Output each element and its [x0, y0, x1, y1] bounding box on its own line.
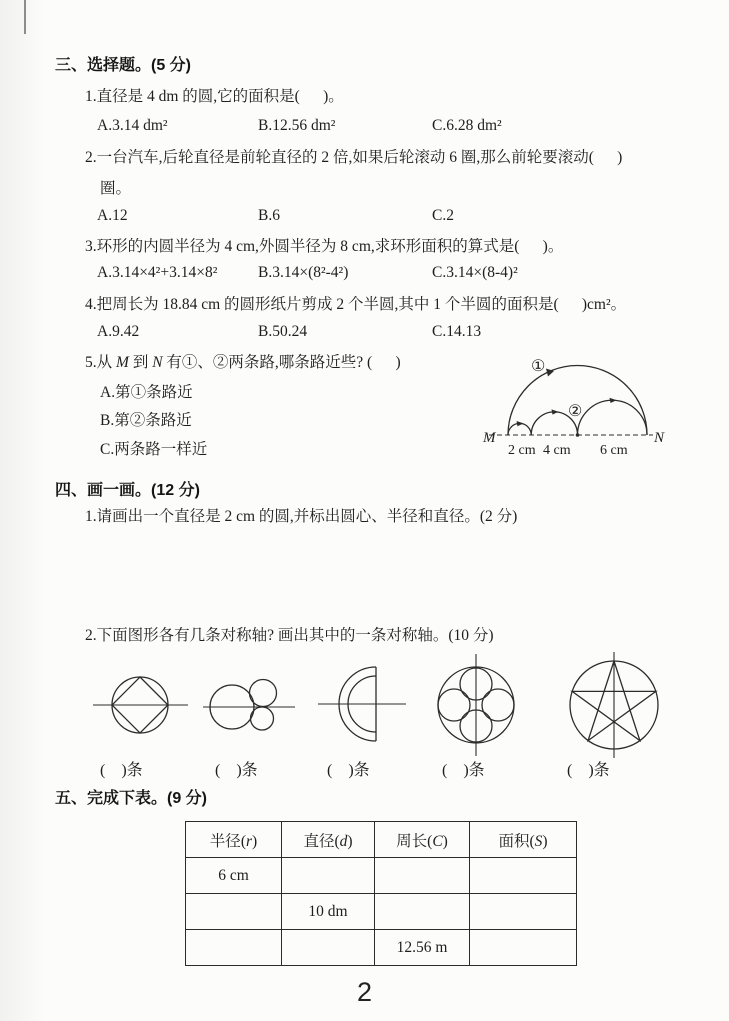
paren: ) [542, 832, 548, 850]
question-5-choice-c: C.两条路一样近 [100, 441, 208, 458]
option-a: A.3.14 dm² [97, 117, 168, 134]
cell-diameter: 10 dm [282, 894, 375, 930]
option-b: B.3.14×(8²-4²) [258, 264, 349, 281]
option-c: C.2 [432, 207, 454, 224]
arrow-arc-4cm [552, 409, 559, 414]
cell-radius: 6 cm [186, 858, 282, 894]
option-b: B.12.56 dm² [258, 117, 336, 134]
lower-small-circle [251, 707, 274, 730]
cell-circumference [375, 894, 470, 930]
cell-diameter [282, 858, 375, 894]
cell-area [470, 894, 577, 930]
header-label: 周长 [396, 832, 428, 850]
axis-count-blank: ( )条 [442, 762, 485, 779]
question-5-suffix: 有①、②两条路,哪条路近些? ( ) [162, 354, 401, 371]
question-2-options [97, 207, 697, 227]
cell-radius [186, 894, 282, 930]
question-3-options [97, 264, 697, 284]
figure-circle-with-inscribed-square [93, 663, 188, 748]
header-circumference [375, 822, 470, 858]
header-area [470, 822, 577, 858]
figure-quatrefoil-in-circle [428, 654, 528, 756]
paren: ( [240, 832, 246, 850]
header-var: d [339, 832, 348, 850]
header-var: r [245, 832, 253, 850]
dim-2cm: 2 cm [508, 443, 536, 458]
route-2-label: ② [568, 403, 583, 420]
option-c: C.3.14×(8-4)² [432, 264, 518, 281]
draw-circle-instruction: 1.请画出一个直径是 2 cm 的圆,并标出圆心、半径和直径。(2 分) [85, 508, 518, 525]
paren: ) [347, 832, 353, 850]
question-5-prefix: 5.从 [85, 354, 117, 371]
question-5-choice-a: A.第①条路近 [100, 384, 193, 401]
dim-4cm: 4 cm [543, 443, 571, 458]
cell-circumference [375, 858, 470, 894]
section-three-title: 三、选择题。(5 分) [55, 57, 192, 74]
header-diameter [282, 822, 375, 858]
option-b: B.50.24 [258, 323, 308, 340]
figure-pentagram-in-circle [556, 649, 674, 761]
option-a: A.3.14×4²+3.14×8² [97, 264, 218, 281]
header-var: C [432, 832, 443, 850]
dim-6cm: 6 cm [600, 443, 628, 458]
header-radius [186, 822, 282, 858]
section-four-title: 四、画一画。(12 分) [55, 482, 200, 499]
drawing-area [85, 532, 645, 620]
question-5-choice-b: B.第②条路近 [100, 412, 192, 429]
junction-dot [576, 433, 580, 437]
n-label: N [654, 430, 665, 446]
paren: ( [529, 832, 535, 850]
cell-area [470, 930, 577, 966]
petal-right [482, 689, 514, 721]
axis-count-blank: ( )条 [567, 762, 610, 779]
arrow-arc-6cm [610, 398, 617, 403]
paren: ) [442, 832, 448, 850]
option-c: C.14.13 [432, 323, 482, 340]
axis-count-row [0, 757, 729, 779]
upper-small-circle [250, 680, 277, 707]
cell-radius [186, 930, 282, 966]
page-number: 2 [356, 977, 373, 1007]
paren: ( [427, 832, 433, 850]
axis-count-blank: ( )条 [215, 762, 258, 779]
arrow-arc-2cm [517, 421, 524, 426]
figure-half-ring [310, 660, 410, 748]
m-label: M [483, 430, 496, 446]
option-b: B.6 [258, 207, 280, 224]
cell-area [470, 858, 577, 894]
route-1-label: ① [531, 358, 546, 375]
point-m: M [116, 354, 129, 371]
circle-measurements-table [185, 821, 577, 966]
section-five-title: 五、完成下表。(9 分) [55, 790, 208, 807]
point-n: N [152, 354, 163, 371]
table-header-row [186, 822, 577, 858]
question-4-text: 4.把周长为 18.84 cm 的圆形纸片剪成 2 个半圆,其中 1 个半圆的面积是( )cm²。 [85, 296, 627, 313]
question-4-options [97, 323, 697, 343]
cell-diameter [282, 930, 375, 966]
header-label: 半径 [209, 832, 241, 850]
axis-count-blank: ( )条 [100, 762, 143, 779]
question-3-text: 3.环形的内圆半径为 4 cm,外圆半径为 8 cm,求环形面积的算式是( )。 [85, 238, 564, 255]
petal-left [438, 689, 470, 721]
question-2-text-line1: 2.一台汽车,后轮直径是前轮直径的 2 倍,如果后轮滚动 6 圈,那么前轮要滚动( ) [85, 149, 623, 166]
paren: ) [252, 832, 258, 850]
routes-diagram [483, 352, 669, 470]
option-a: A.9.42 [97, 323, 140, 340]
question-5-mid: 到 [128, 354, 153, 371]
figure-circle-with-two-tangent-circles [203, 666, 298, 746]
symmetry-instruction: 2.下面图形各有几条对称轴? 画出其中的一条对称轴。(10 分) [85, 627, 494, 644]
header-label: 面积 [498, 832, 530, 850]
question-2-text-line2: 圈。 [100, 180, 132, 197]
header-label: 直径 [303, 832, 335, 850]
axis-count-blank: ( )条 [327, 762, 370, 779]
route-1-big-semicircle [508, 366, 647, 436]
table-row [186, 930, 577, 966]
header-var: S [534, 832, 543, 850]
table-row [186, 894, 577, 930]
question-1-options [97, 117, 697, 137]
option-c: C.6.28 dm² [432, 117, 502, 134]
cell-circumference: 12.56 m [375, 930, 470, 966]
option-a: A.12 [97, 207, 128, 224]
paren: ( [334, 832, 340, 850]
scan-artifact-line [24, 0, 26, 34]
question-1-text: 1.直径是 4 dm 的圆,它的面积是( )。 [85, 88, 344, 105]
question-5-text [85, 353, 401, 372]
table-row [186, 858, 577, 894]
route-2-semicircle-6cm [578, 400, 648, 435]
